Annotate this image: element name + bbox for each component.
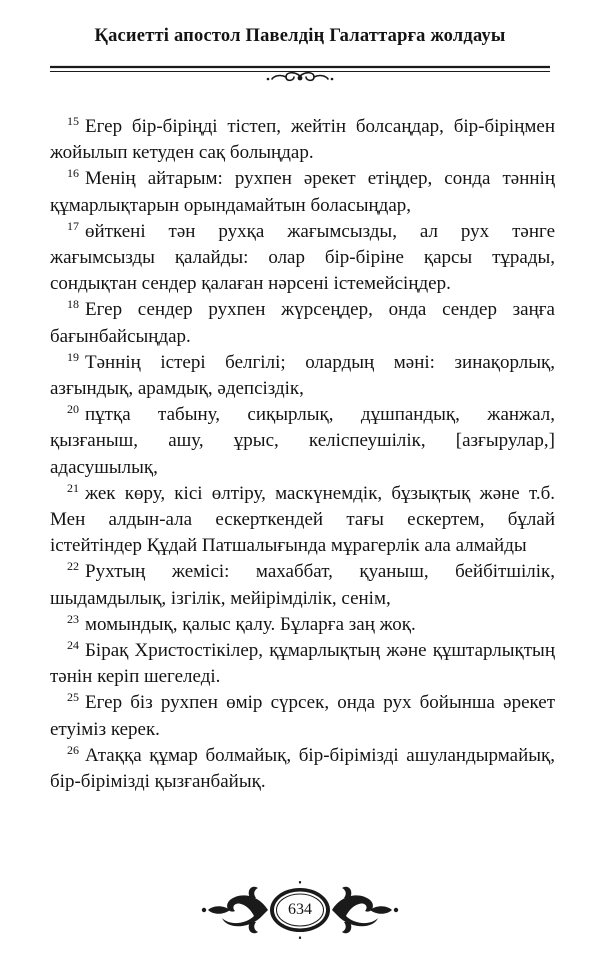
verse — [50, 166, 555, 218]
verse-number: 15 — [67, 114, 79, 128]
verse-number: 20 — [67, 402, 79, 417]
verse-number: 18 — [67, 297, 79, 312]
verse-text: момындық, қалыс қалу. Бұларға заң жоқ. — [85, 613, 416, 635]
verse-text: Егер сендер рухпен жүрсеңдер, онда сендер заңға бағынбайсыңдар. — [50, 299, 555, 347]
verse-number: 24 — [67, 638, 79, 653]
verse-number: 25 — [67, 690, 79, 705]
page-footer — [0, 878, 600, 942]
verse-text: Егер бір-біріңді тістеп, жейтін болсаңдар, бір-біріңмен жойылып кетуден сақ болыңдар. — [50, 116, 555, 164]
verse — [50, 559, 555, 611]
verse — [50, 219, 555, 298]
verse-number: 22 — [67, 559, 79, 574]
verse — [50, 297, 555, 349]
verse — [50, 350, 555, 402]
verse-text: пұтқа табыну, сиқырлық, дұшпандық, жанжал, қызғаныш, ашу, ұрыс, келіспеушілік, [азғырулар,] адасушылық, — [50, 404, 555, 478]
verse — [50, 114, 555, 166]
verse-list — [50, 114, 555, 795]
verse-text: Бірақ Христостікілер, құмарлықтың және құштарлықтың тәнін керіп шегеледі. — [50, 640, 555, 688]
verse-text: Егер біз рухпен өмір сүрсек, онда рух бойынша әрекет етуіміз керек. — [50, 692, 555, 740]
verse — [50, 743, 555, 795]
verse-text: өйткені тән рухқа жағымсызды, ал рух тәнге жағымсызды қалайды: олар бір-біріне қарсы тұрады, сондықтан сендер қалаған нәрсені істемейсіңдер. — [50, 220, 555, 295]
verse — [50, 481, 555, 560]
page-header-title: Қасиетті апостол Павелдің Галаттарға жолдауы — [94, 26, 506, 46]
header-divider-ornament — [50, 64, 550, 86]
verse — [50, 612, 555, 638]
verse-number: 19 — [67, 349, 79, 364]
verse-number: 16 — [67, 166, 79, 181]
verse-number: 26 — [67, 742, 79, 757]
verse-number: 23 — [67, 611, 79, 626]
verse — [50, 402, 555, 481]
verse-number: 21 — [67, 480, 79, 495]
verse — [50, 638, 555, 690]
verse-text: Атаққа құмар болмайық, бір-бірімізді ашуландырмайық, бір-бірімізді қызғанбайық. — [50, 744, 555, 793]
verse-text: Рухтың жемісі: махаббат, қуаныш, бейбітшілік, шыдамдылық, ізгілік, мейірімділік, сенім, — [50, 561, 555, 609]
page-number: 634 — [288, 901, 312, 918]
verse-text: Менің айтарым: рухпен әрекет етіңдер, сонда тәннің құмарлықтарын орындамайтын боласыңдар, — [50, 168, 555, 216]
verse-number: 17 — [67, 218, 79, 233]
verse-text: Тәннің істері белгілі; олардың мәні: зинақорлық, азғындық, арамдық, әдепсіздік, — [50, 351, 555, 400]
verse — [50, 690, 555, 742]
verse-text: жек көру, кісі өлтіру, маскүнемдік, бұзықтық және т.б. Мен алдын-ала ескерткендей тағы ескертем, бұлай істейтіндер Құдай Патшалығында мұрагерлік ала алмайды — [50, 482, 555, 557]
